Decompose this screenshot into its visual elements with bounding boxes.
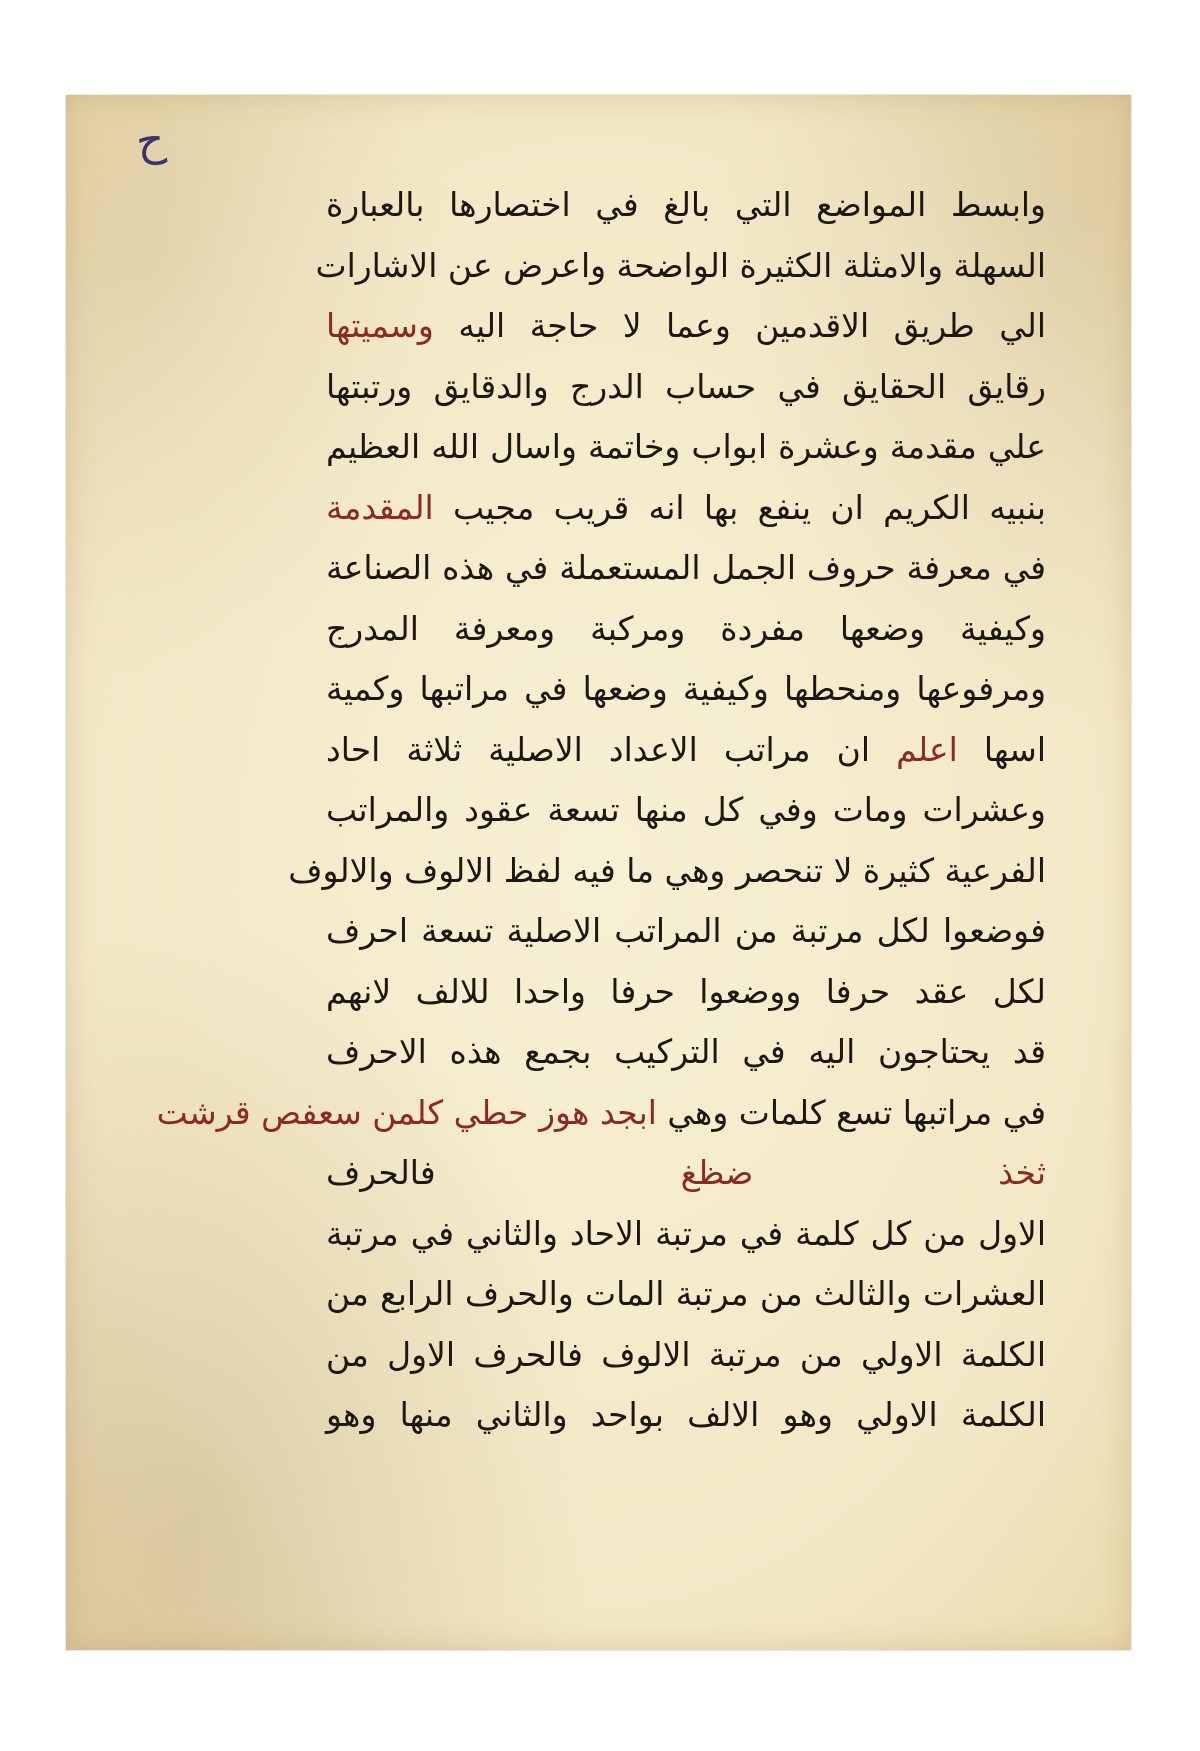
- rubric-text: وسميتها: [326, 306, 434, 345]
- manuscript-line: [326, 478, 1046, 539]
- rubric-text: اعلم: [896, 729, 958, 769]
- body-text: علي مقدمة وعشرة ابواب وخاتمة واسال الله العظيم: [326, 427, 1046, 466]
- folio-number: ح: [132, 113, 168, 168]
- body-text: ان مراتب الاعداد الاصلية ثلاثة احاد: [326, 729, 897, 769]
- rubric-text: ابجد هوز حطي كلمن سعفص قرشت: [156, 1092, 657, 1132]
- body-text: السهلة والامثلة الكثيرة الواضحة واعرض عن الاشارات: [315, 245, 1046, 285]
- manuscript-line: [326, 296, 1046, 357]
- body-text: الي طريق الاقدمين وعما لا حاجة اليه: [433, 306, 1046, 345]
- body-text: لكل عقد حرفا ووضعوا حرفا واحدا للالف لانهم: [326, 971, 1046, 1011]
- body-text: في معرفة حروف الجمل المستعملة في هذه الصناعة: [326, 548, 1046, 587]
- manuscript-line: [326, 538, 1046, 599]
- body-text: الكلمة الاولي من مرتبة الالوف فالحرف الاول من: [326, 1334, 1046, 1374]
- manuscript-line: [326, 175, 1046, 236]
- manuscript-line: [315, 236, 1046, 297]
- manuscript-line: [326, 1143, 1046, 1204]
- body-text: فوضعوا لكل مرتبة من المراتب الاصلية تسعة احرف: [326, 911, 1046, 950]
- manuscript-line: [326, 1022, 1046, 1083]
- manuscript-line: [326, 1204, 1046, 1265]
- manuscript-line: [326, 780, 1046, 841]
- rubric-text: المقدمة: [326, 487, 434, 527]
- manuscript-line: [326, 599, 1046, 660]
- body-text: فالحرف: [326, 1153, 681, 1192]
- manuscript-line: [326, 1325, 1046, 1386]
- manuscript-line: [326, 357, 1046, 418]
- manuscript-line: [288, 841, 1046, 902]
- manuscript-text-block: [156, 175, 1047, 1446]
- manuscript-line: [326, 417, 1046, 478]
- body-text: الكلمة الاولي وهو الالف بواحد والثاني منها وهو: [326, 1395, 1046, 1434]
- manuscript-line: [326, 1264, 1046, 1325]
- body-text: ومرفوعها ومنحطها وكيفية وضعها في مراتبها وكمية: [326, 669, 1046, 708]
- rubric-text: ثخذ ضظغ: [680, 1153, 1047, 1192]
- body-text: الاول من كل كلمة في مرتبة الاحاد والثاني في مرتبة: [326, 1213, 1046, 1253]
- body-text: وعشرات ومات وفي كل منها تسعة عقود والمراتب: [326, 790, 1046, 829]
- manuscript-line: [156, 1083, 1046, 1144]
- manuscript-folio: [66, 95, 1131, 1650]
- body-text: الفرعية كثيرة لا تنحصر وهي ما فيه لفظ الالوف والالوف: [288, 850, 1046, 890]
- body-text: اسها: [957, 729, 1046, 769]
- body-text: العشرات والثالث من مرتبة المات والحرف الرابع من: [326, 1274, 1046, 1313]
- manuscript-line: [326, 720, 1046, 781]
- body-text: وكيفية وضعها مفردة ومركبة ومعرفة المدرج: [326, 608, 1046, 648]
- manuscript-line: [326, 659, 1046, 720]
- body-text: قد يحتاجون اليه في التركيب بجمع هذه الاحرف: [326, 1032, 1046, 1071]
- body-text: بنبيه الكريم ان ينفع بها انه قريب مجيب: [433, 487, 1046, 527]
- body-text: وابسط المواضع التي بالغ في اختصارها بالعبارة: [326, 185, 1046, 224]
- body-text: رقايق الحقايق في حساب الدرج والدقايق ورتبتها: [326, 366, 1046, 406]
- manuscript-line: [326, 962, 1046, 1023]
- manuscript-line: [326, 1385, 1046, 1446]
- manuscript-line: [326, 901, 1046, 962]
- body-text: في مراتبها تسع كلمات وهي: [656, 1092, 1046, 1132]
